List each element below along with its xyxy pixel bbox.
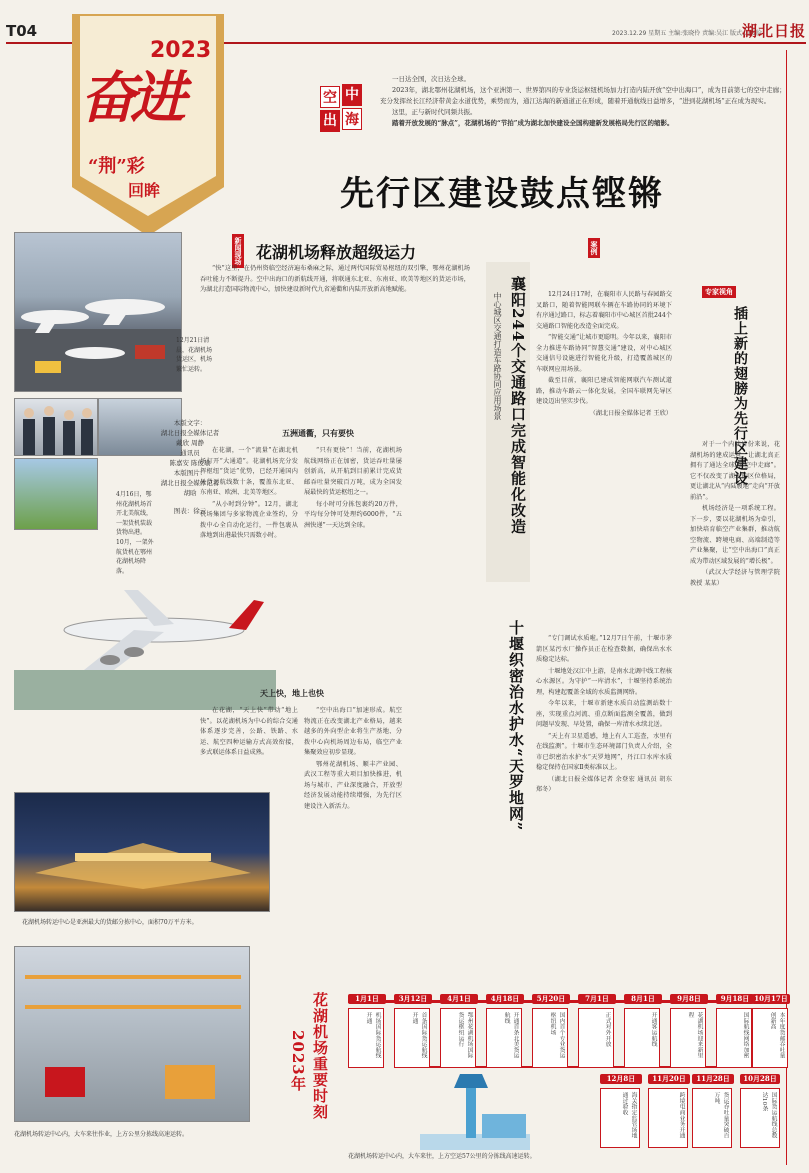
paragraph: 今年以来，十堰市新建水质自动监测站数十座，实现重点河流、重点断面监测全覆盖，做到问题早发现、早处置，确保一库清水永续北送。 (536, 700, 672, 728)
photo-cargo-plane (14, 560, 276, 710)
paragraph: 机场经济是一项系统工程。下一步，要以花湖机场为牵引，加快培育临空产业集群，推动航空物流、跨境电商、高端制造等产业集聚，让“空中出海口”真正成为带动区域发展的“增长极”。 (690, 505, 780, 565)
article2-title: 襄阳244个交通路口完成智能化改造 (509, 276, 527, 535)
page-code: T04 (6, 22, 38, 40)
byline-line: 湖北日报全媒体记者 (160, 429, 220, 437)
byline-line: 湖北日报全媒体记者 (160, 479, 220, 487)
article1-col-2 (304, 446, 402, 532)
article2-subtitle: 中心城区交通打造车路协同应用场景 (493, 292, 502, 420)
byline-line: 胡晗 (183, 489, 197, 497)
photo-officials (14, 398, 98, 456)
byline-line: 陈嘉安 陈俊瑜 (169, 459, 211, 467)
night-caption: 花湖机场转运中心是亚洲最大的货邮分拣中心，面积70万平方米。 (22, 919, 198, 926)
timeline-caption: 花湖机场转运中心内，大车来往，上方空运57公里的分拣线高速运转。 (348, 1153, 536, 1160)
article1-col-4 (304, 706, 402, 813)
badge-char: 中 (342, 84, 362, 106)
timeline-event: 本年度货邮吞吐量创新高 (752, 1008, 788, 1068)
timeline-date: 7月1日 (578, 994, 616, 1004)
paragraph: 截至目前，襄阳已建成智能网联汽车测试道路，推动车路云一体化发展，全国车联网先导区建设迈出坚实步伐。 (536, 377, 672, 405)
lead-paragraph: “快”这里，在仍州资临空经济遍布桑麻之际，通过两代国际贸易枢纽的双引擎，鄂州花湖机场吞吐能力不断提升。空中出海口的新航线开通，将联通东北亚、东南亚、欧美等地区的货运市场，为湖北打造国际物流中心，加快建设新时代九省通衢和内陆开放新高地赋能。 (200, 265, 470, 293)
byline-line: 图表：徐云 (173, 507, 207, 515)
intro-paragraph: 2023年，湖北鄂州花湖机场，这个亚洲第一、世界第四的专业货运枢纽机场加力打造内陆开放“空中出海口”，成为目前第七的空中走廊；充分发挥丝长江经济带黄金水道优势，乘势而为，通江达海的新通道正在形成，随着开通航线日益增多，“进到花湖机场”正在成为现实。 (380, 86, 786, 105)
photo-night-hub (14, 792, 270, 912)
banner-title: 奋进 (80, 65, 180, 131)
article3-body (536, 634, 672, 797)
timeline-event: 首条国际货运航线开通 (394, 1008, 430, 1068)
banner-year: 2023 (150, 38, 212, 63)
timeline-event: 货运吞吐量突破百万吨 (692, 1088, 732, 1148)
badge-char: 空 (320, 86, 340, 108)
article4-title: 插上新的翅膀为先行区建设 (732, 306, 748, 486)
paragraph: 在花湖，“天上快”带动“地上快”。以花湖机场为中心的综合交通体系逐步完善，公路、铁路、水运、航空四种运输方式高效衔接，多式联运体系日益成熟。 (200, 707, 298, 756)
timeline-date: 9月8日 (670, 994, 708, 1004)
article1-title: 花湖机场释放超级运力 (256, 243, 417, 262)
paragraph: “从小时到分钟”。12月，湖北机场集团与多家物流企业签约，分拨中心全自动化运行，一件包裹从落地到出港最快只需数小时。 (200, 500, 298, 539)
plane-graphic (14, 560, 276, 710)
timeline-event: 国内首个专业货运枢纽机场 (532, 1008, 568, 1068)
tower-graphic (420, 1064, 530, 1150)
byline-line: 本版文字： (173, 419, 207, 427)
intro-paragraph: 这里，正与新时代同频共振。 (392, 108, 477, 116)
timeline-date: 10月17日 (752, 994, 790, 1004)
photo-aerial (14, 458, 98, 530)
article4-tag: 专家视角 (702, 286, 736, 298)
badge-char: 海 (342, 108, 362, 130)
paragraph: 十堰地处汉江中上游，是南水北调中线工程核心水源区。为守护“一库清水”，十堰坚持系统治理，构建起覆盖全域的水质监测网络。 (536, 667, 672, 696)
intro-paragraph: 一日达全国，次日达全球。 (392, 75, 470, 83)
newspaper-logo: 湖北日报 (742, 22, 807, 40)
paragraph: “专门调试水质啦。”12月7日午前，十堰市茅箭区某污水厂操作员正在检查数据，确保出水水质稳定达标。 (536, 635, 672, 663)
timeline-date: 8月1日 (624, 994, 662, 1004)
timeline-event: 花湖机场迎来新里程 (670, 1008, 706, 1068)
timeline-event: 跨境电商业务开通 (648, 1088, 688, 1148)
timeline-date: 1月1日 (348, 994, 386, 1004)
timeline-event: 开通客运航线 (624, 1008, 660, 1068)
timeline-event: 正式对外开放 (578, 1008, 614, 1068)
article4-credit: （武汉大学经济与管理学院教授 某某） (690, 569, 780, 587)
timeline-event: 鄂州花湖机场国际货运枢纽运行 (440, 1008, 476, 1068)
timeline-year: 2023年 (289, 1030, 307, 1092)
airplane-fleet-graphic (15, 233, 182, 392)
plane-caption: 10月，一架外航货机在鄂州花湖机场降落。 (116, 539, 154, 575)
bottom-caption: 花湖机场转运中心内，大车来往作业，上方公里分拣线高速运转。 (14, 1131, 189, 1138)
timeline-event: 开通首条北美货运航线 (486, 1008, 522, 1068)
paragraph: “只有更快”！当前，花湖机场航线网络正在加密，货运吞吐量屡创新高，从开航到目前累计完成货邮吞吐量突破百万吨，成为全国发展最快的货运枢纽之一。 (304, 447, 402, 496)
article3-title: 十堰织密治水护水“天罗地网” (507, 620, 525, 832)
article1-col-1 (200, 446, 298, 543)
people-graphic (15, 399, 98, 456)
article1-col-3 (200, 706, 298, 760)
topic-badge (320, 84, 364, 136)
article1-tag: 新闻现场 (232, 234, 244, 268)
banner-subtitle-2: 回眸 (128, 181, 161, 200)
photo2-caption: 4月16日，鄂州花湖机场首开北美航线，一架货机装载货物出港。 (116, 491, 153, 536)
paragraph: 在花湖，一个“流量”在湖北机场打开“大通道”。花湖机场充分发挥枢纽“货运”优势，已经开通国内外货运航线数十条，覆盖东北亚、东南亚、欧洲、北美等地区。 (200, 447, 298, 496)
badge-char: 出 (320, 110, 340, 132)
byline-line: 戴欣 周静 (175, 439, 205, 447)
paragraph: 每小时可分拣包裹约20万件，平均每分钟可处理约6000件，“五洲快递”一天达到全球。 (304, 500, 402, 529)
timeline-event: 海关指定监管场地通过验收 (600, 1088, 640, 1148)
timeline-event: 国际航线网络加密 (716, 1008, 752, 1068)
intro-paragraph: 踏着开放发展的“脉点”，花湖机场的“节拍”成为湖北加快建设全国构建新发展格局先行区的缩影。 (392, 119, 674, 127)
photo-airport-apron (14, 232, 182, 392)
photo1-caption: 12月21日清晨，花湖机场货运区，机场繁忙运转。 (176, 337, 213, 373)
article3-credit: （湖北日报全媒体记者 余登宏 通讯员 胡东 郑冬） (536, 775, 672, 793)
warehouse-graphic (15, 947, 250, 1122)
paragraph: “智能交通”让城市更聪明。今年以来，襄阳市全力推进车路协同“智慧交通”建设，对中心城区交通信号设施进行智能化升级，打造覆盖城区的车联网应用场景。 (536, 334, 672, 373)
article2-credit: （湖北日报全媒体记者 王欣） (589, 409, 672, 417)
timeline-date: 9月18日 (716, 994, 754, 1004)
timeline-event: 机场国际货运航线开通 (348, 1008, 384, 1068)
control-tower-icon (420, 1064, 530, 1150)
paragraph: 12月24日17时，在襄阳市人民路与春园路交叉路口，随着智能网联车辆在车路协同的环境下有序通过路口，标志着襄阳市中心城区首批244个交通路口智能化改造全面完成。 (536, 291, 672, 330)
article2-body (536, 290, 672, 420)
byline-line: 通讯员 (180, 449, 200, 457)
paragraph: 对于一个内陆省份来说，花湖机场的建成运营，让湖北真正拥有了通达全球的“空中走廊”。它不仅改变了湖北的区位格局，更让湖北从“内陆腹地”走向“开放前沿”。 (690, 441, 780, 501)
timeline-date: 12月8日 (600, 1074, 642, 1084)
article1-subhead-1: 五洲通衢，只有要快 (282, 428, 354, 438)
article4-body (690, 440, 780, 590)
timeline-date: 5月20日 (532, 994, 570, 1004)
timeline-date: 10月28日 (740, 1074, 780, 1084)
byline-line: 本版图片： (173, 469, 207, 477)
hub-graphic (15, 793, 270, 912)
banner-subtitle-1: “荆”彩 (88, 156, 145, 177)
page-meta: 2023.12.29 星期五 主编:张晓伶 责编:吴江 版式:刀俊脸 (612, 30, 763, 37)
paragraph: 鄂州花湖机场、顺丰产业园、武汉工程等重大项目加快推进，机场与城市、产业深度融合，开放型经济发展动能持续增强，为先行区建设注入新活力。 (304, 760, 402, 810)
timeline-date: 3月12日 (394, 994, 432, 1004)
timeline-date: 4月18日 (486, 994, 524, 1004)
article1-subhead-2: 天上快，地上也快 (260, 688, 324, 698)
article2-tag: 案例 (588, 238, 600, 258)
main-headline: 先行区建设鼓点铿锵 (340, 174, 664, 214)
article1-lead (200, 264, 470, 297)
timeline-date: 11月28日 (692, 1074, 734, 1084)
paragraph: “空中出海口”加速形成。航空物流正在改变湖北产业格局，越来越多的外向型企业将生产基地、分拨中心向机场周边布局，临空产业集聚效应初步显现。 (304, 707, 402, 756)
paragraph: “天上有卫星遥感，地上有人工巡查，水里有在线监测”。十堰市生态环境部门负责人介绍，全市已织密治水护水“天罗地网”，丹江口水库水质稳定保持在国家Ⅱ类标准以上。 (536, 732, 672, 771)
timeline-event: 国际货运航线总数达10条 (740, 1088, 780, 1148)
intro-text (380, 74, 790, 129)
photo-warehouse (14, 946, 250, 1122)
timeline-date: 4月1日 (440, 994, 478, 1004)
timeline-date: 11月20日 (648, 1074, 690, 1084)
timeline-title: 花湖机场重要时刻 (311, 992, 329, 1120)
